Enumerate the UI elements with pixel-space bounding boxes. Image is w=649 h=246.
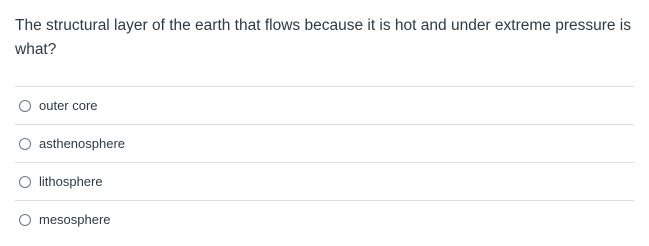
radio-button[interactable] — [19, 176, 31, 188]
radio-button[interactable] — [19, 100, 31, 112]
answer-label: asthenosphere — [39, 136, 126, 151]
answer-option-mesosphere[interactable] — [15, 201, 634, 238]
answer-label: mesosphere — [39, 212, 111, 227]
answer-option-outer-core[interactable] — [15, 87, 634, 125]
answer-list — [15, 86, 634, 238]
answer-label: outer core — [39, 98, 98, 113]
radio-button[interactable] — [19, 214, 31, 226]
question-text: The structural layer of the earth that flows because it is hot and under extreme pressure is what? — [15, 17, 632, 58]
radio-button[interactable] — [19, 138, 31, 150]
answer-label: lithosphere — [39, 174, 103, 189]
answer-option-asthenosphere[interactable] — [15, 125, 634, 163]
answer-option-lithosphere[interactable] — [15, 163, 634, 201]
